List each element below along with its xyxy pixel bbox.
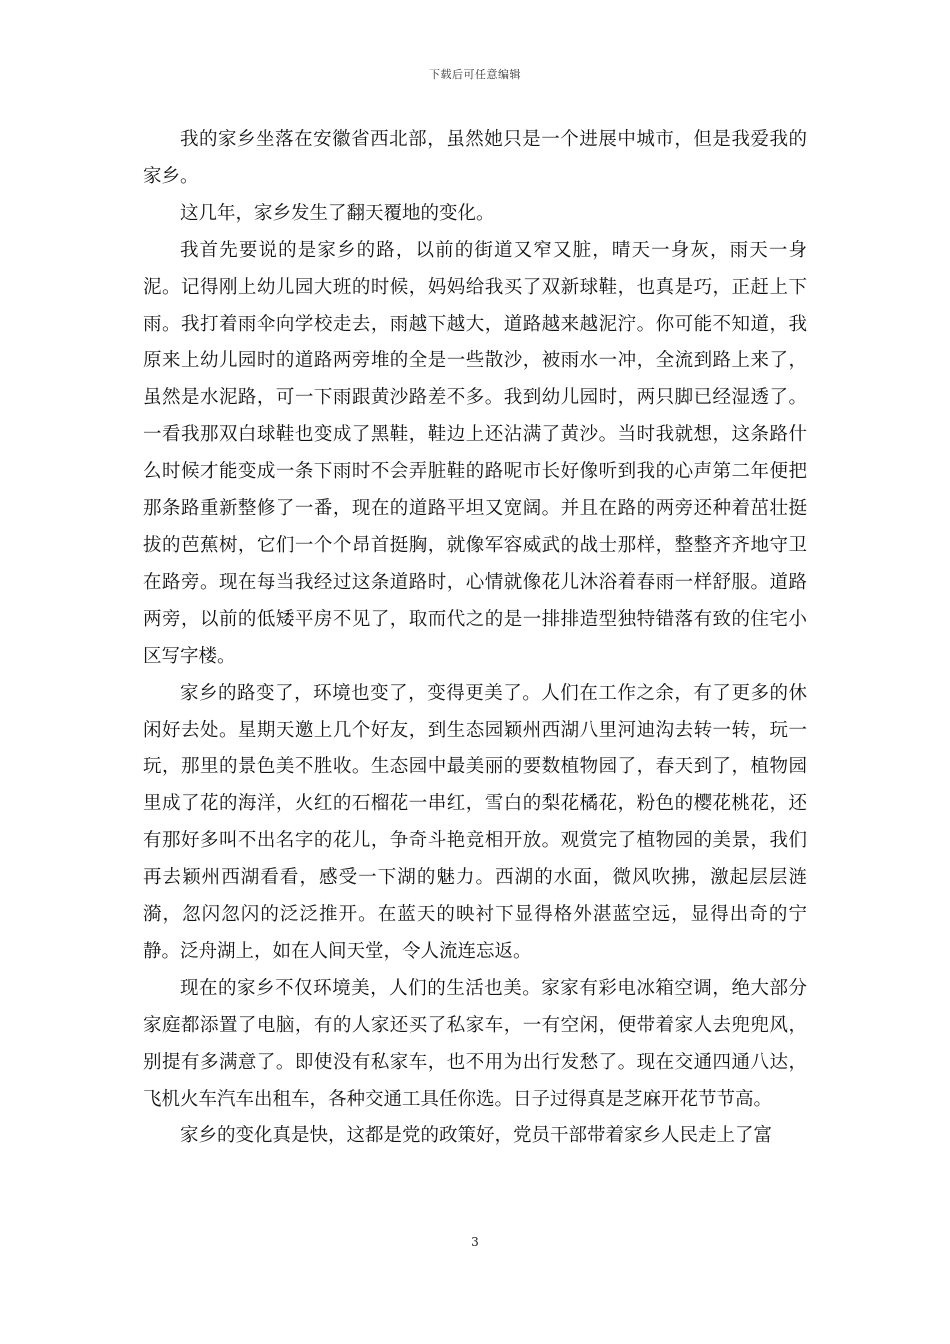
paragraph: 我首先要说的是家乡的路，以前的街道又窄又脏，晴天一身灰，雨天一身泥。记得刚上幼儿园大班的时候，妈妈给我买了双新球鞋，也真是巧，正赶上下雨。我打着雨伞向学校走去，雨越下越大，道路越来越泥泞。你可能不知道，我原来上幼儿园时的道路两旁堆的全是一些散沙，被雨水一冲，全流到路上来了，虽然是水泥路，可一下雨跟黄沙路差不多。我到幼儿园时，两只脚已经湿透了。一看我那双白球鞋也变成了黑鞋，鞋边上还沾满了黄沙。当时我就想，这条路什么时候才能变成一条下雨时不会弄脏鞋的路呢市长好像听到我的心声第二年便把那条路重新整修了一番，现在的道路平坦又宽阔。并且在路的两旁还种着茁壮挺拔的芭蕉树，它们一个个昂首挺胸，就像军容威武的战士那样，整整齐齐地守卫在路旁。现在每当我经过这条道路时，心情就像花儿沐浴着春雨一样舒服。道路两旁，以前的低矮平房不见了，取而代之的是一排排造型独特错落有致的住宅小区写字楼。 [143,239,807,667]
paragraph: 家乡的变化真是快，这都是党的政策好，党员干部带着家乡人民走上了富 [180,1125,773,1147]
paragraph: 这几年，家乡发生了翻天覆地的变化。 [180,202,495,224]
page-header: 下载后可任意编辑 [429,68,521,81]
paragraph: 我的家乡坐落在安徽省西北部，虽然她只是一个进展中城市，但是我爱我的家乡。 [143,129,807,187]
paragraph: 现在的家乡不仅环境美，人们的生活也美。家家有彩电冰箱空调，绝大部分家庭都添置了电脑，有的人家还买了私家车，一有空闲，便带着家人去兜兜风，别提有多满意了。即使没有私家车，也不用为出行发愁了。现在交通四通八达，飞机火车汽车出租车，各种交通工具任你选。日子过得真是芝麻开花节节高。 [143,977,807,1110]
document-body [143,122,807,1155]
page-number: 3 [471,1235,479,1249]
paragraph: 家乡的路变了，环境也变了，变得更美了。人们在工作之余，有了更多的休闲好去处。星期天邀上几个好友，到生态园颖州西湖八里河迪沟去转一转，玩一玩，那里的景色美不胜收。生态园中最美丽的要数植物园了，春天到了，植物园里成了花的海洋，火红的石榴花一串红，雪白的梨花橘花，粉色的樱花桃花，还有那好多叫不出名字的花儿，争奇斗艳竞相开放。观赏完了植物园的美景，我们再去颖州西湖看看，感受一下湖的魅力。西湖的水面，微风吹拂，激起层层涟漪，忽闪忽闪的泛泛推开。在蓝天的映衬下显得格外湛蓝空远，显得出奇的宁静。泛舟湖上，如在人间天堂，令人流连忘返。 [143,682,807,962]
